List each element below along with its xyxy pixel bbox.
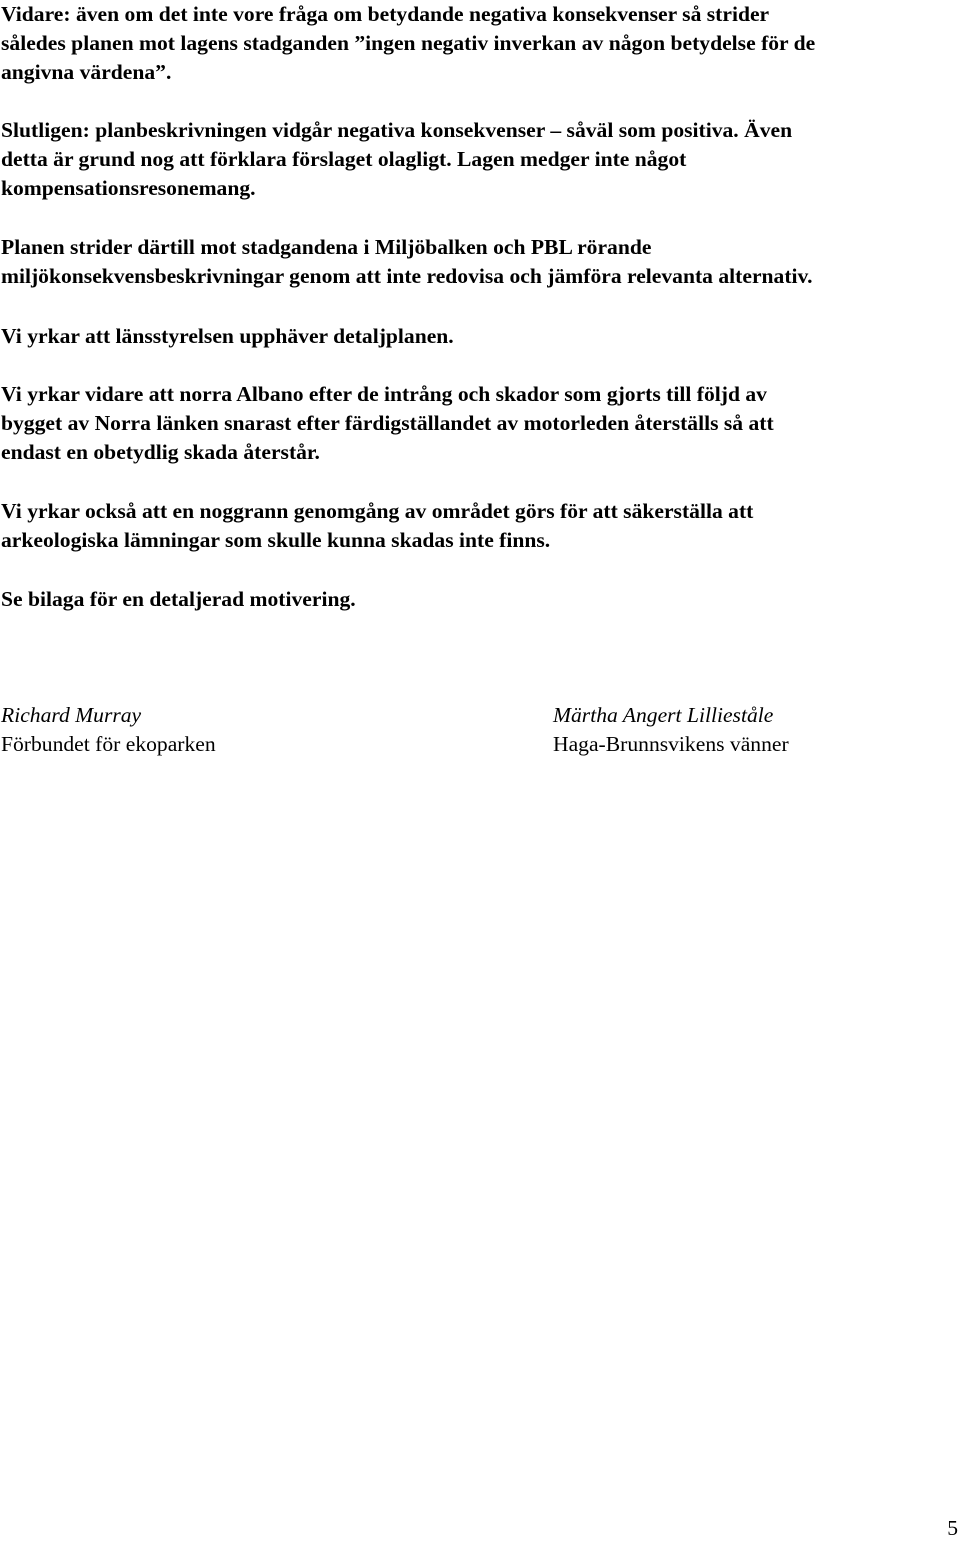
paragraph-line: endast en obetydlig skada återstår. [1, 440, 320, 464]
page-number: 5 [947, 1516, 958, 1540]
signature-block-right [553, 701, 789, 759]
paragraph-line: Vidare: även om det inte vore fråga om betydande negativa konsekvenser så strider [1, 2, 770, 26]
paragraph-line: Vi yrkar också att en noggrann genomgång av området görs för att säkerställa att [1, 499, 754, 523]
paragraph-slutligen [1, 116, 957, 203]
paragraph-line: Vi yrkar vidare att norra Albano efter de intrång och skador som gjorts till följd av [1, 382, 767, 406]
paragraph-line: arkeologiska lämningar som skulle kunna skadas inte finns. [1, 528, 551, 552]
signatory-organization: Haga-Brunnsvikens vänner [553, 732, 789, 756]
signature-block-left [1, 701, 216, 759]
paragraph-yrkar-genomgang [1, 497, 957, 555]
paragraph-line: detta är grund nog att förklara förslaget olagligt. Lagen medger inte något [1, 147, 687, 171]
paragraph-line: Planen strider därtill mot stadgandena i Miljöbalken och PBL rörande [1, 235, 652, 259]
signatory-organization: Förbundet för ekoparken [1, 732, 216, 756]
paragraph-vidare [1, 0, 957, 87]
paragraph-line: Slutligen: planbeskrivningen vidgår negativa konsekvenser – såväl som positiva. Även [1, 118, 793, 142]
paragraph-yrkar-upphaver [1, 322, 957, 351]
paragraph-line: miljökonsekvensbeskrivningar genom att inte redovisa och jämföra relevanta alternativ. [1, 264, 813, 288]
paragraph-line: kompensationsresonemang. [1, 176, 256, 200]
signatory-name: Märtha Angert Lillieståle [553, 703, 774, 727]
paragraph-line: angivna värdena”. [1, 60, 172, 84]
signatory-name: Richard Murray [1, 703, 142, 727]
paragraph-line: således planen mot lagens stadganden ”ingen negativ inverkan av någon betydelse för de [1, 31, 816, 55]
paragraph-planen [1, 233, 957, 291]
paragraph-line: Se bilaga för en detaljerad motivering. [1, 587, 356, 611]
paragraph-yrkar-aterstalls [1, 380, 957, 467]
paragraph-line: bygget av Norra länken snarast efter färdigställandet av motorleden återställs så att [1, 411, 774, 435]
paragraph-bilaga [1, 585, 957, 614]
paragraph-line: Vi yrkar att länsstyrelsen upphäver detaljplanen. [1, 324, 454, 348]
